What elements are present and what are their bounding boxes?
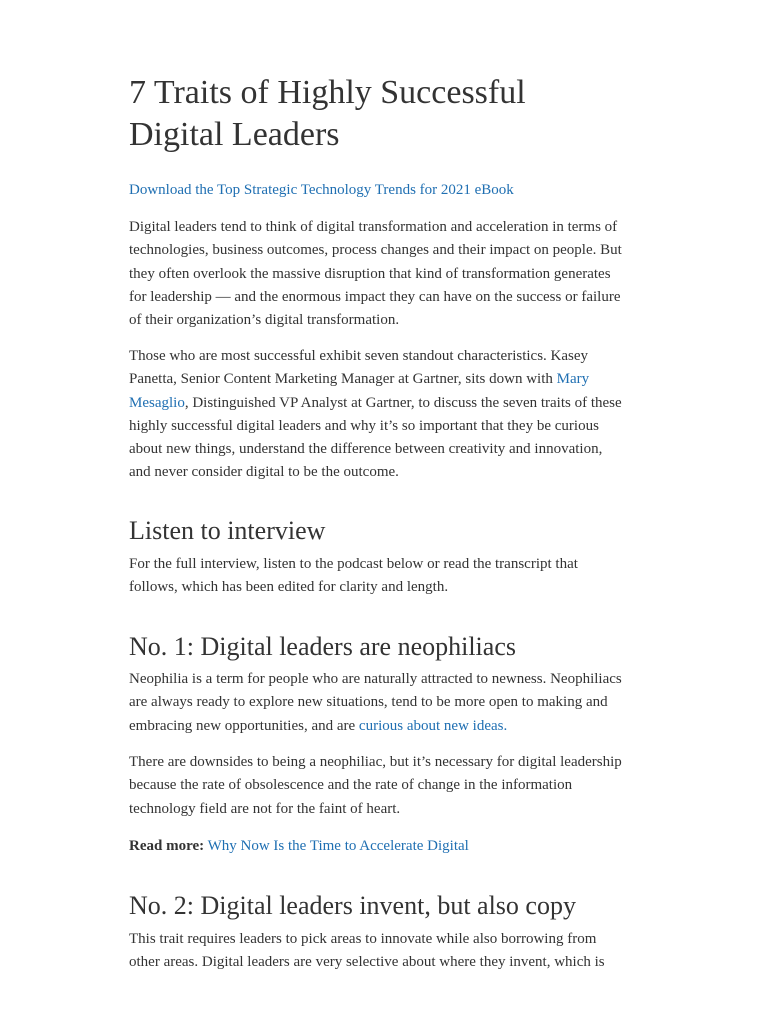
title-line: 7 Traits of Highly Successful	[129, 74, 526, 111]
text-fragment: , Distinguished VP Analyst at Gartner, to discuss the seven traits of these	[184, 394, 622, 411]
download-ebook-link[interactable]: Download the Top Strategic Technology Trends for 2021 eBook	[129, 182, 514, 198]
title-line: Digital Leaders	[129, 116, 340, 153]
text-line: technology field are not for the faint of heart.	[129, 800, 401, 817]
summary-paragraph	[129, 345, 644, 485]
text-line: they often overlook the massive disruption that kind of transformation generates	[129, 265, 611, 282]
text-line: For the full interview, listen to the podcast below or read the transcript that	[129, 556, 578, 572]
text-line: about new things, understand the difference between creativity and innovation,	[129, 441, 603, 458]
text-line: other areas. Digital leaders are very selective about where they invent, which is	[129, 954, 605, 971]
curious-about-new-ideas-link[interactable]: curious about new ideas.	[358, 717, 508, 734]
download-paragraph	[129, 179, 644, 202]
text-line: There are downsides to being a neophiliac, but it’s necessary for digital leadership	[129, 754, 622, 770]
text-line: follows, which has been edited for clarity and length.	[129, 579, 449, 596]
text-line: technologies, business outcomes, process changes and their impact on people. But	[129, 242, 622, 259]
trait2-paragraph	[129, 928, 644, 975]
text-line: Those who are most successful exhibit seven standout characteristics. Kasey	[129, 348, 589, 364]
text-line: are always ready to explore new situations, tend to be more open to making and	[129, 694, 608, 711]
read-more-paragraph	[129, 835, 644, 858]
trait1-paragraph-2	[129, 751, 644, 821]
trait2-heading: No. 2: Digital leaders invent, but also copy	[129, 891, 576, 920]
intro-paragraph	[129, 216, 644, 332]
text-line: This trait requires leaders to pick areas to innovate while also borrowing from	[129, 931, 597, 947]
text-line	[129, 392, 644, 415]
mary-mesaglio-link-continued[interactable]: Mesaglio	[129, 394, 185, 411]
text-line	[129, 715, 644, 738]
read-more-label: Read more:	[129, 838, 205, 854]
text-line: because the rate of obsolescence and the rate of change in the information	[129, 777, 573, 794]
read-more-link[interactable]: Why Now Is the Time to Accelerate Digital	[207, 838, 469, 854]
article-title	[129, 72, 644, 156]
text-line: Digital leaders tend to think of digital transformation and acceleration in terms of	[129, 219, 618, 235]
listen-heading: Listen to interview	[129, 516, 326, 545]
text-line: and never consider digital to be the outcome.	[129, 464, 399, 481]
text-fragment: embracing new opportunities, and are	[129, 717, 359, 734]
trait1-paragraph	[129, 668, 644, 738]
text-line: highly successful digital leaders and why it’s so important that they be curious	[129, 417, 599, 434]
text-line: of their organization’s digital transformation.	[129, 312, 400, 329]
text-line	[129, 368, 644, 391]
mary-mesaglio-link[interactable]: Mary	[556, 371, 590, 388]
listen-paragraph	[129, 553, 644, 600]
text-line: Neophilia is a term for people who are naturally attracted to newness. Neophiliacs	[129, 671, 622, 687]
trait1-heading: No. 1: Digital leaders are neophiliacs	[129, 632, 516, 661]
text-fragment: Panetta, Senior Content Marketing Manager at Gartner, sits down with	[129, 371, 557, 388]
text-line: for leadership — and the enormous impact they can have on the success or failure	[129, 288, 621, 305]
